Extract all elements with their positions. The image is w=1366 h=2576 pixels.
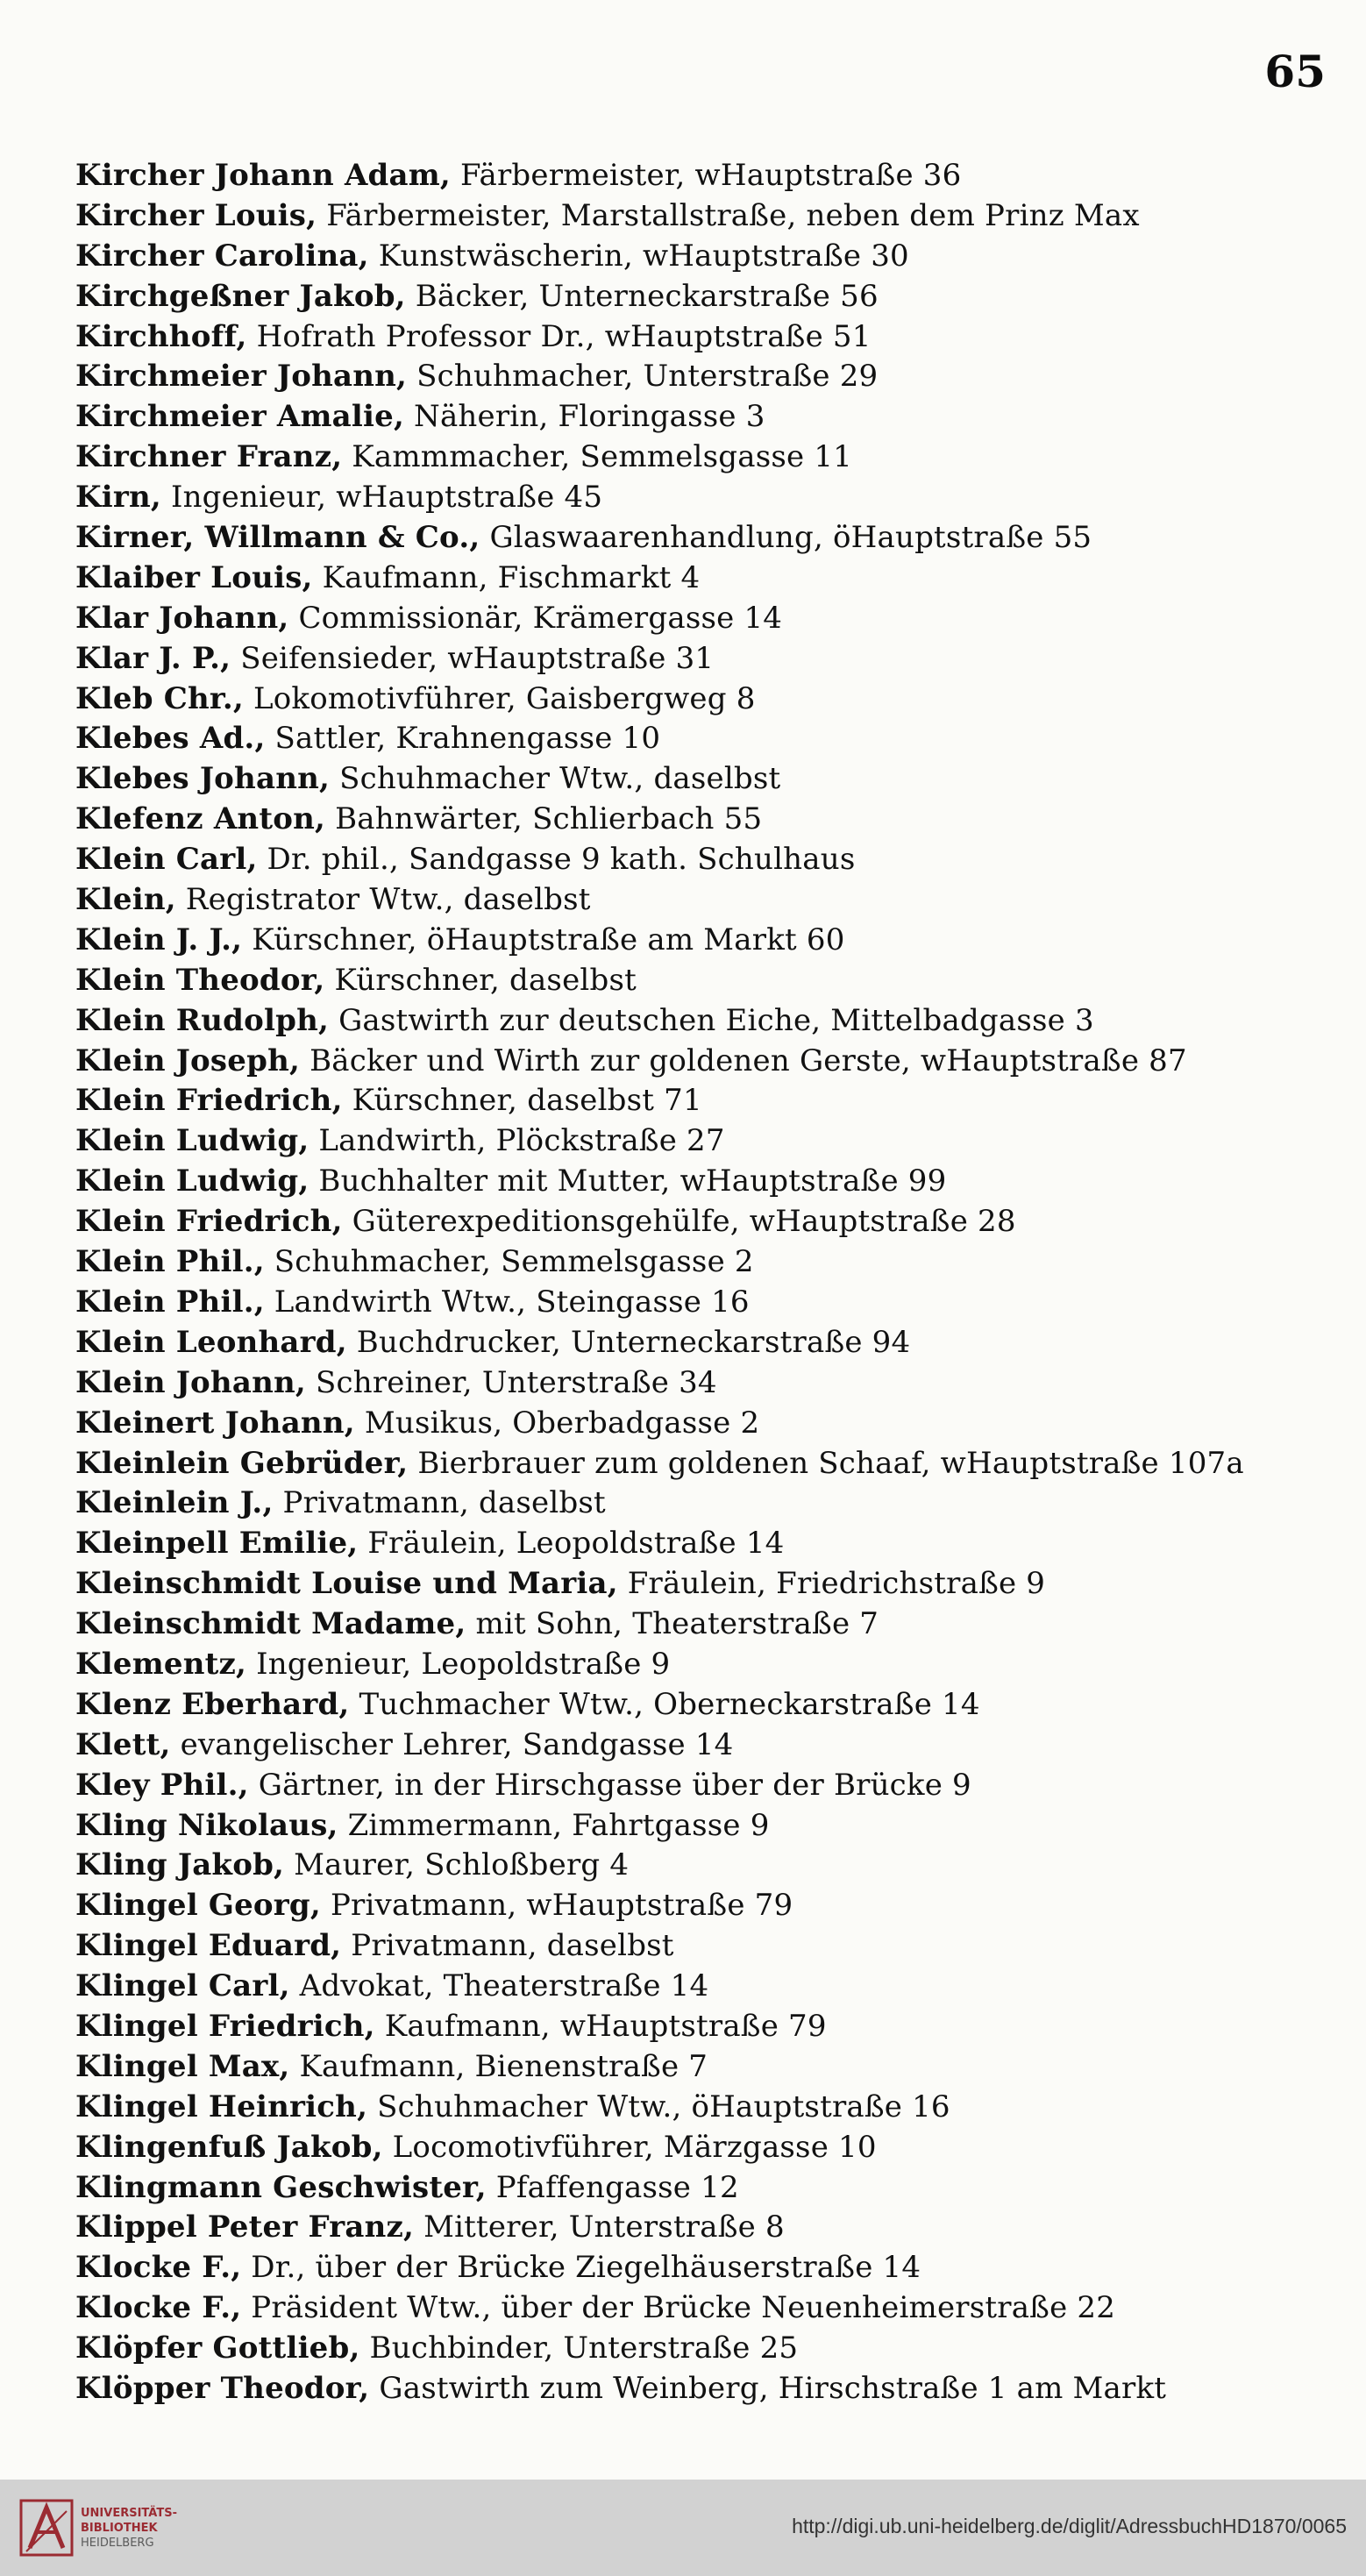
directory-entry — [75, 1162, 1338, 1202]
directory-entry — [75, 237, 1338, 277]
entry-name: Klein Theodor, — [75, 962, 325, 998]
entry-name: Klingel Max, — [75, 2048, 290, 2084]
footer-bar — [0, 2480, 1366, 2576]
directory-entry — [75, 961, 1338, 1001]
entry-details: Gastwirth zum Weinberg, Hirschstraße 1 am Markt — [379, 2370, 1167, 2406]
directory-entry — [75, 1242, 1338, 1283]
directory-entry — [75, 1726, 1338, 1766]
entry-name: Kleinlein Gebrüder, — [75, 1445, 409, 1481]
directory-entry — [75, 840, 1338, 880]
entry-name: Kirner, Willmann & Co., — [75, 520, 480, 556]
directory-entry — [75, 1806, 1338, 1847]
entry-name: Klocke F., — [75, 2290, 242, 2326]
entry-name: Klebes Johann, — [75, 761, 331, 797]
entry-details: Kunstwäscherin, wHauptstraße 30 — [378, 238, 909, 274]
directory-entry — [75, 2128, 1338, 2168]
entry-name: Kircher Carolina, — [75, 238, 369, 274]
directory-entry — [75, 759, 1338, 800]
entry-details: Hofrath Professor Dr., wHauptstraße 51 — [256, 318, 872, 354]
directory-entry — [75, 880, 1338, 921]
entry-name: Kleinpell Emilie, — [75, 1526, 359, 1562]
directory-entry — [75, 559, 1338, 599]
directory-entry — [75, 1967, 1338, 2007]
entry-details: Pfaffengasse 12 — [495, 2169, 739, 2205]
directory-entry — [75, 1121, 1338, 1162]
entry-name: Klaiber Louis, — [75, 559, 313, 595]
entry-name: Klar J. P., — [75, 640, 231, 676]
entry-name: Kirchmeier Johann, — [75, 359, 408, 395]
entry-details: Seifensieder, wHauptstraße 31 — [240, 640, 715, 676]
entry-name: Kircher Johann Adam, — [75, 158, 451, 193]
directory-entry — [75, 719, 1338, 759]
entry-details: Landwirth, Plöckstraße 27 — [318, 1123, 725, 1159]
directory-entry — [75, 317, 1338, 358]
entry-name: Kircher Louis, — [75, 197, 317, 233]
entry-name: Kleinschmidt Louise und Maria, — [75, 1566, 618, 1602]
entry-details: Musikus, Oberbadgasse 2 — [364, 1405, 760, 1441]
entry-name: Kleinlein J., — [75, 1485, 274, 1521]
directory-entry — [75, 518, 1338, 559]
entry-name: Klefenz Anton, — [75, 801, 326, 837]
directory-entry — [75, 1283, 1338, 1323]
entry-name: Kleinschmidt Madame, — [75, 1606, 466, 1642]
entry-name: Kirchner Franz, — [75, 439, 343, 475]
entry-details: Buchhalter mit Mutter, wHauptstraße 99 — [318, 1163, 947, 1199]
entry-details: mit Sohn, Theaterstraße 7 — [475, 1606, 879, 1642]
directory-entry — [75, 196, 1338, 237]
directory-entry — [75, 357, 1338, 397]
entry-details: Ingenieur, Leopoldstraße 9 — [256, 1646, 671, 1682]
entry-details: Locomotivführer, Märzgasse 10 — [392, 2129, 877, 2165]
directory-entry — [75, 1484, 1338, 1524]
entry-details: Bäcker, Unterneckarstraße 56 — [415, 278, 879, 314]
entry-details: Bahnwärter, Schlierbach 55 — [335, 801, 763, 837]
entry-name: Klementz, — [75, 1646, 247, 1682]
entry-details: Privatmann, daselbst — [282, 1485, 606, 1521]
directory-entry — [75, 156, 1338, 196]
entry-name: Klar Johann, — [75, 600, 289, 636]
entry-details: Registrator Wtw., daselbst — [185, 882, 591, 918]
directory-entry — [75, 2329, 1338, 2369]
directory-entry — [75, 2168, 1338, 2209]
directory-entry — [75, 599, 1338, 639]
directory-entry — [75, 680, 1338, 720]
entry-name: Klebes Ad., — [75, 721, 266, 757]
directory-entry — [75, 1645, 1338, 1685]
entry-details: Güterexpeditionsgehülfe, wHauptstraße 28 — [352, 1204, 1016, 1240]
entry-details: Schreiner, Unterstraße 34 — [315, 1364, 717, 1400]
directory-entry — [75, 1605, 1338, 1645]
entry-details: Gärtner, in der Hirschgasse über der Brücke 9 — [258, 1767, 971, 1803]
entry-name: Klöpper Theodor, — [75, 2370, 370, 2406]
entry-details: Buchbinder, Unterstraße 25 — [369, 2330, 799, 2366]
entry-details: Kaufmann, Fischmarkt 4 — [322, 559, 701, 595]
entry-name: Klett, — [75, 1726, 171, 1762]
directory-entry — [75, 2248, 1338, 2288]
entry-details: Kammmacher, Semmelsgasse 11 — [352, 439, 852, 475]
directory-entry — [75, 1042, 1338, 1082]
entry-name: Klein Phil., — [75, 1284, 265, 1320]
entry-details: Kürschner, daselbst — [334, 962, 637, 998]
library-name-line1: UNIVERSITÄTS- — [81, 2507, 177, 2520]
directory-entry — [75, 2369, 1338, 2409]
directory-entry — [75, 800, 1338, 840]
entry-name: Kirchmeier Amalie, — [75, 399, 404, 435]
entry-details: Näherin, Floringasse 3 — [414, 399, 765, 435]
entry-details: Kürschner, öHauptstraße am Markt 60 — [252, 922, 845, 957]
directory-entry — [75, 639, 1338, 680]
directory-entry — [75, 1524, 1338, 1564]
entry-name: Klein J. J., — [75, 922, 243, 957]
entry-details: Kürschner, daselbst 71 — [352, 1083, 702, 1119]
entry-details: Privatmann, wHauptstraße 79 — [330, 1888, 793, 1924]
entry-details: Maurer, Schloßberg 4 — [294, 1847, 630, 1883]
source-url-link[interactable]: http://digi.ub.uni-heidelberg.de/diglit/AdressbuchHD1870/0065 — [792, 2515, 1347, 2537]
directory-entry — [75, 1404, 1338, 1444]
directory-entry — [75, 1363, 1338, 1404]
entry-name: Klingel Georg, — [75, 1888, 321, 1924]
entry-details: Schuhmacher Wtw., öHauptstraße 16 — [377, 2089, 950, 2124]
entry-details: Bäcker und Wirth zur goldenen Gerste, wHauptstraße 87 — [309, 1042, 1187, 1078]
entry-name: Klocke F., — [75, 2250, 242, 2286]
entry-name: Kirchhoff, — [75, 318, 247, 354]
directory-entry — [75, 1001, 1338, 1042]
directory-entry — [75, 1444, 1338, 1484]
entry-details: evangelischer Lehrer, Sandgasse 14 — [180, 1726, 734, 1762]
library-name-line2: BIBLIOTHEK — [81, 2522, 158, 2535]
entry-details: Privatmann, daselbst — [351, 1928, 674, 1964]
entry-details: Zimmermann, Fahrtgasse 9 — [347, 1807, 770, 1843]
entry-name: Kirn, — [75, 480, 161, 516]
entry-details: Glaswaarenhandlung, öHauptstraße 55 — [489, 520, 1092, 556]
directory-entry — [75, 921, 1338, 961]
entry-name: Klein Leonhard, — [75, 1324, 347, 1360]
directory-entry — [75, 397, 1338, 438]
entry-details: Präsident Wtw., über der Brücke Neuenheimerstraße 22 — [251, 2290, 1116, 2326]
entry-name: Klein Carl, — [75, 842, 258, 878]
entry-details: Färbermeister, wHauptstraße 36 — [460, 158, 962, 193]
directory-entry — [75, 2088, 1338, 2128]
directory-entries — [75, 156, 1338, 2409]
entry-name: Klingel Heinrich, — [75, 2089, 368, 2124]
entry-details: Fräulein, Leopoldstraße 14 — [367, 1526, 785, 1562]
entry-details: Schuhmacher, Semmelsgasse 2 — [274, 1244, 754, 1280]
entry-details: Tuchmacher Wtw., Oberneckarstraße 14 — [359, 1686, 980, 1722]
entry-details: Advokat, Theaterstraße 14 — [299, 1968, 709, 2004]
directory-entry — [75, 1926, 1338, 1967]
entry-name: Klein Friedrich, — [75, 1204, 343, 1240]
directory-entry — [75, 438, 1338, 478]
entry-name: Kleinert Johann, — [75, 1405, 355, 1441]
entry-name: Kirchgeßner Jakob, — [75, 278, 406, 314]
entry-name: Klein Rudolph, — [75, 1002, 330, 1038]
directory-entry — [75, 1766, 1338, 1806]
entry-name: Kleb Chr., — [75, 680, 244, 716]
entry-details: Bierbrauer zum goldenen Schaaf, wHauptstraße 107a — [417, 1445, 1244, 1481]
entry-name: Klingel Carl, — [75, 1968, 290, 2004]
entry-details: Dr., über der Brücke Ziegelhäuserstraße 14 — [251, 2250, 921, 2286]
directory-entry — [75, 2288, 1338, 2329]
entry-name: Kling Jakob, — [75, 1847, 285, 1883]
entry-details: Gastwirth zur deutschen Eiche, Mittelbadgasse 3 — [338, 1002, 1094, 1038]
entry-name: Klein Ludwig, — [75, 1163, 309, 1199]
entry-details: Dr. phil., Sandgasse 9 kath. Schulhaus — [267, 842, 856, 878]
directory-entry — [75, 2047, 1338, 2088]
entry-name: Klöpfer Gottlieb, — [75, 2330, 360, 2366]
entry-name: Klenz Eberhard, — [75, 1686, 350, 1722]
library-logo-icon[interactable] — [19, 2499, 74, 2557]
entry-name: Klein Joseph, — [75, 1042, 301, 1078]
directory-entry — [75, 1323, 1338, 1363]
entry-name: Klein Phil., — [75, 1244, 265, 1280]
entry-details: Landwirth Wtw., Steingasse 16 — [274, 1284, 750, 1320]
directory-entry — [75, 1886, 1338, 1926]
entry-name: Klingmann Geschwister, — [75, 2169, 487, 2205]
directory-entry — [75, 2007, 1338, 2047]
directory-entry — [75, 1846, 1338, 1886]
directory-entry — [75, 478, 1338, 518]
entry-details: Ingenieur, wHauptstraße 45 — [170, 480, 603, 516]
entry-details: Mitterer, Unterstraße 8 — [423, 2210, 785, 2245]
entry-name: Kling Nikolaus, — [75, 1807, 338, 1843]
entry-name: Klein Friedrich, — [75, 1083, 343, 1119]
entry-name: Klingel Eduard, — [75, 1928, 342, 1964]
entry-details: Kaufmann, wHauptstraße 79 — [384, 2008, 827, 2044]
entry-details: Schuhmacher Wtw., daselbst — [339, 761, 781, 797]
entry-name: Kley Phil., — [75, 1767, 249, 1803]
entry-details: Sattler, Krahnengasse 10 — [274, 721, 661, 757]
entry-details: Buchdrucker, Unterneckarstraße 94 — [356, 1324, 911, 1360]
entry-name: Klingenfuß Jakob, — [75, 2129, 383, 2165]
entry-details: Commissionär, Krämergasse 14 — [298, 600, 783, 636]
entry-name: Klippel Peter Franz, — [75, 2210, 415, 2245]
entry-name: Klein, — [75, 882, 176, 918]
entry-name: Klein Johann, — [75, 1364, 306, 1400]
directory-entry — [75, 1081, 1338, 1121]
directory-entry — [75, 1202, 1338, 1242]
entry-details: Kaufmann, Bienenstraße 7 — [299, 2048, 708, 2084]
directory-entry — [75, 1685, 1338, 1726]
entry-details: Schuhmacher, Unterstraße 29 — [416, 359, 879, 395]
entry-details: Lokomotivführer, Gaisbergweg 8 — [253, 680, 756, 716]
library-name-line3: HEIDELBERG — [81, 2537, 154, 2550]
directory-entry — [75, 1564, 1338, 1605]
page-number: 65 — [1264, 46, 1326, 97]
directory-entry — [75, 277, 1338, 317]
directory-entry — [75, 2208, 1338, 2248]
library-name — [81, 2506, 177, 2551]
entry-details: Färbermeister, Marstallstraße, neben dem Prinz Max — [326, 197, 1140, 233]
entry-name: Klein Ludwig, — [75, 1123, 309, 1159]
entry-details: Fräulein, Friedrichstraße 9 — [627, 1566, 1046, 1602]
entry-name: Klingel Friedrich, — [75, 2008, 375, 2044]
